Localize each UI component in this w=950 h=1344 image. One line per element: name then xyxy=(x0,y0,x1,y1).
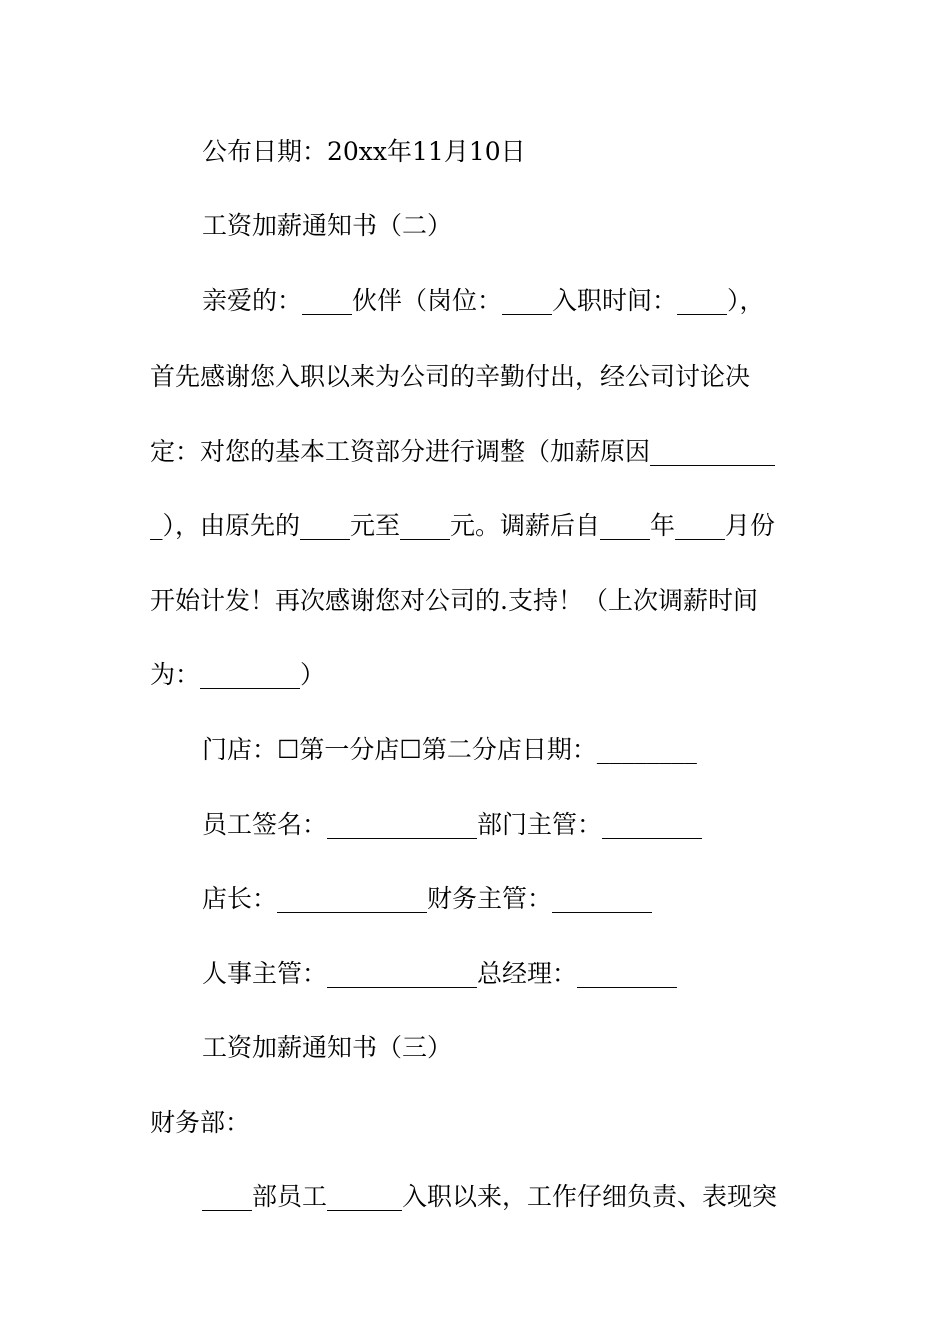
signature-line: 员工签名：____________部门主管：________ xyxy=(202,810,703,839)
body-line: 开始计发！再次感谢您对公司的.支持！（上次调薪时间 xyxy=(150,586,758,615)
store-date-line: 门店：☐第一分店☐第二分店日期：________ xyxy=(202,735,697,764)
body-line: 首先感谢您入职以来为公司的辛勤付出，经公司讨论决 xyxy=(150,362,751,391)
signature-line: 店长：____________财务主管：________ xyxy=(202,884,653,913)
salutation-line: 亲爱的：____伙伴（岗位：____入职时间：____）， xyxy=(202,286,765,315)
notice-title-two: 工资加薪通知书（二） xyxy=(202,211,453,240)
recipient-line: 财务部： xyxy=(150,1108,251,1137)
notice-title-three: 工资加薪通知书（三） xyxy=(202,1033,453,1062)
body-line: _），由原先的____元至____元。调薪后自____年____月份 xyxy=(150,511,776,540)
body-line: 定：对您的基本工资部分进行调整（加薪原因__________ xyxy=(150,437,776,466)
publish-date-line: 公布日期：20xx年11月10日 xyxy=(202,137,526,166)
body-line: 为：________） xyxy=(150,660,326,689)
body-line: ____部员工______入职以来，工作仔细负责、表现突 xyxy=(202,1182,778,1211)
signature-line: 人事主管：____________总经理：________ xyxy=(202,959,678,988)
